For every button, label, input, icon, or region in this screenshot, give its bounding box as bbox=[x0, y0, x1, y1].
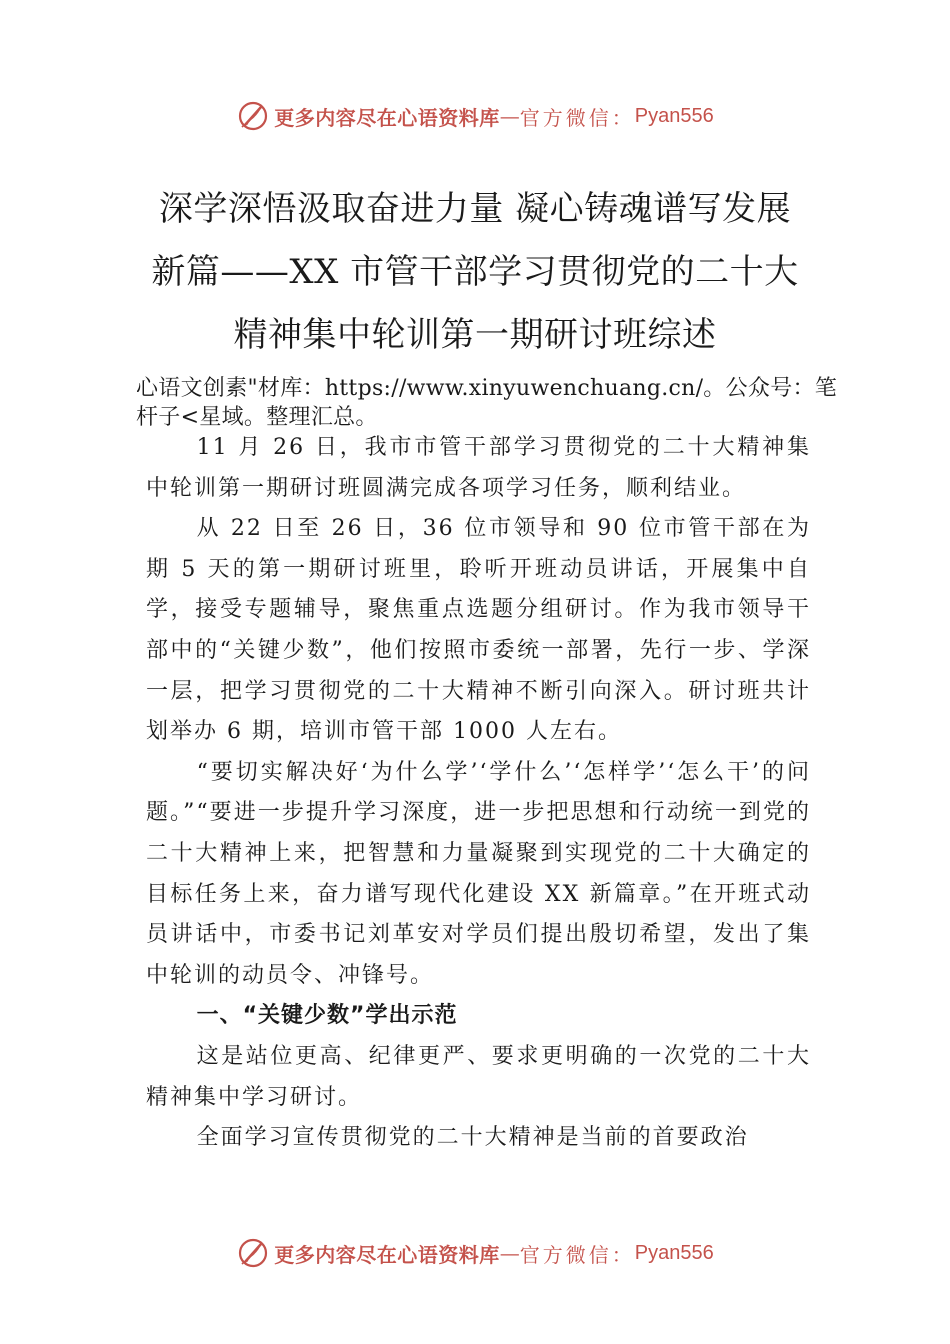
banner-wechat-id: Pyan556 bbox=[634, 104, 714, 127]
source-note: 心语文创素"材库：https://www.xinyuwenchuang.cn/。公众号：笔杆子<星域。整理汇总。 bbox=[136, 376, 838, 430]
banner-separator: — bbox=[499, 104, 520, 128]
banner-text: 更多内容尽在心语资料库 bbox=[274, 105, 500, 130]
document-title bbox=[0, 178, 950, 367]
body-paragraph: 全面学习宣传贯彻党的二十大精神是当前的首要政治 bbox=[196, 1125, 749, 1151]
footer-banner bbox=[0, 1233, 950, 1273]
title-line: 精神集中轮训第一期研讨班综述 bbox=[233, 315, 717, 355]
body-paragraph: 11 月 26 日，我市市管干部学习贯彻党的二十大精神集中轮训第一期研讨班圆满完成各项学习任务，顺利结业。 bbox=[146, 435, 811, 501]
quill-circle-logo-icon bbox=[236, 99, 270, 133]
body-paragraph: “要切实解决好‘为什么学’‘学什么’‘怎样学’‘怎么干’的问题。”“要进一步提升学习深度，进一步把思想和行动统一到党的二十大精神上来，把智慧和力量凝聚到实现党的二十大确定的目标任务上来，奋力谱写现代化建设 XX 新篇章。”在开班式动员讲话中，市委书记刘革安对学员们提出殷切希望，发出了集中轮训的动员令、冲锋号。 bbox=[146, 759, 811, 988]
body-paragraph: 这是站位更高、纪律更严、要求更明确的一次党的二十大精神集中学习研讨。 bbox=[146, 1043, 811, 1110]
section-heading: 一、“关键少数”学出示范 bbox=[196, 1003, 458, 1029]
banner-wechat-label: 官方微信： bbox=[519, 105, 635, 130]
body-paragraph: 从 22 日至 26 日，36 位市领导和 90 位市管干部在为期 5 天的第一期研讨班里，聆听开班动员讲话，开展集中自学，接受专题辅导，聚焦重点选题分组研讨。作为我市领导干部中的“关键少数”，他们按照市委统一部署，先行一步、学深一层，把学习贯彻党的二十大精神不断引向深入。研讨班共计划举办 6 期，培训市管干部 1000 人左右。 bbox=[146, 516, 811, 745]
title-line: 深学深悟汲取奋进力量 凝心铸魂谱写发展 bbox=[158, 189, 792, 229]
banner-wechat-id: Pyan556 bbox=[634, 1241, 714, 1264]
title-line: 新篇——XX 市管干部学习贯彻党的二十大 bbox=[151, 252, 799, 292]
document-body bbox=[146, 428, 811, 1159]
header-banner bbox=[0, 96, 950, 136]
banner-wechat-label: 官方微信： bbox=[519, 1242, 635, 1267]
quill-circle-logo-icon bbox=[236, 1236, 270, 1270]
banner-text: 更多内容尽在心语资料库 bbox=[274, 1242, 500, 1267]
banner-separator: — bbox=[499, 1241, 520, 1265]
